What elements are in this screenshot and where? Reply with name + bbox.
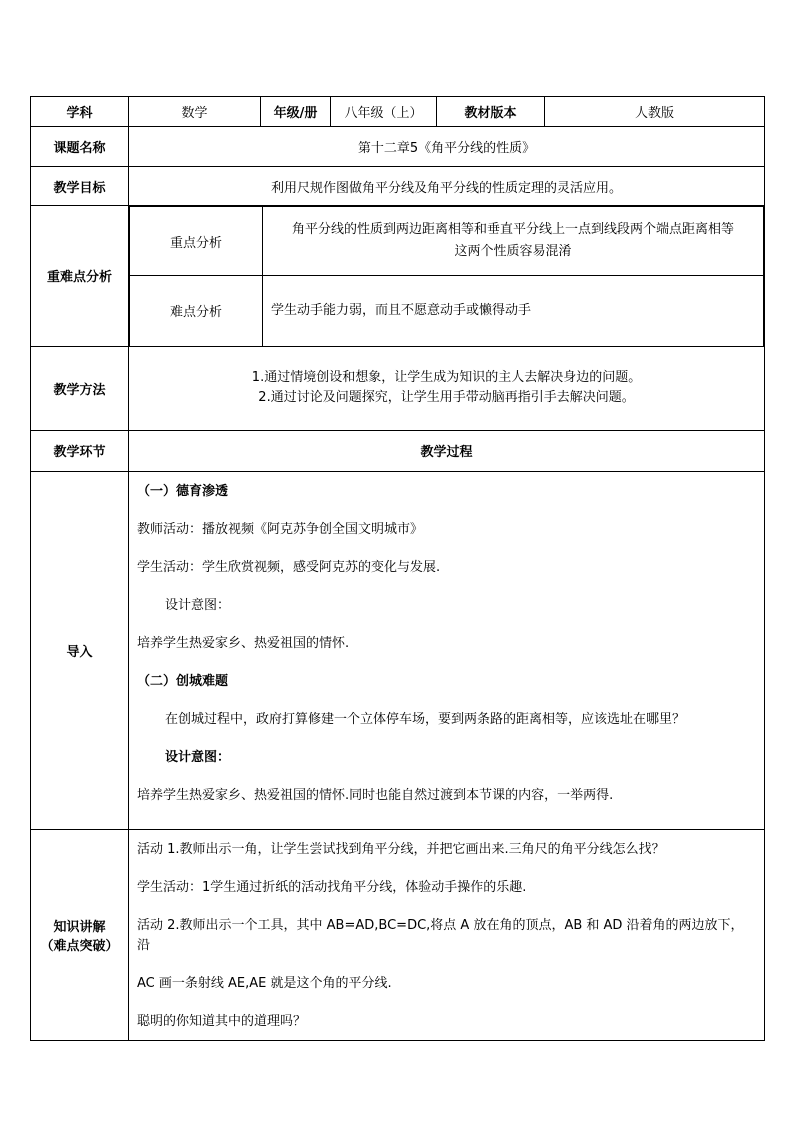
knowledge-label-line-2: （难点突破）: [40, 938, 119, 954]
intro-row: [31, 471, 765, 829]
intro-design-intent-label-2: 设计意图：: [165, 749, 231, 765]
intro-design-intent-1: 培养学生热爱家乡、热爱祖国的情怀.: [137, 635, 350, 651]
method-line-1: 1.通过情境创设和想象，让学生成为知识的主人去解决身边的问题。: [251, 370, 642, 385]
edition-label: 教材版本: [437, 97, 545, 127]
edition-value: 人教版: [545, 97, 765, 127]
lesson-label: 课题名称: [31, 127, 129, 167]
knowledge-label: [31, 829, 129, 1040]
lesson-plan-table: [30, 96, 765, 1041]
goal-value: 利用尺规作图做角平分线及角平分线的性质定理的灵活应用。: [129, 167, 765, 206]
key-point-text: [263, 207, 764, 276]
analysis-row: [31, 206, 765, 347]
intro-content: [129, 471, 765, 829]
difficulty-label: 难点分析: [130, 276, 263, 346]
key-point-label: 重点分析: [130, 207, 263, 276]
grade-label: 年级/册: [261, 97, 331, 127]
goal-label: 教学目标: [31, 167, 129, 206]
subject-label: 学科: [31, 97, 129, 127]
analysis-subtable: [129, 206, 764, 346]
intro-label: 导入: [31, 471, 129, 829]
knowledge-student-activity: 学生活动：1学生通过折纸的活动找角平分线，体验动手操作的乐趣.: [137, 879, 527, 895]
method-line-2: 2.通过讨论及问题探究，让学生用手带动脑再指引手去解决问题。: [258, 390, 635, 405]
stage-header: 教学环节: [31, 430, 129, 471]
method-label: 教学方法: [31, 346, 129, 430]
process-header: 教学过程: [129, 430, 765, 471]
intro-city-question: 在创城过程中，政府打算修建一个立体停车场，要到两条路的距离相等，应该选址在哪里？: [165, 711, 686, 727]
header-row: [31, 97, 765, 127]
analysis-cell: [129, 206, 765, 347]
key-point-line-1: 角平分线的性质到两边距离相等和垂直平分线上一点到线段两个端点距离相等: [291, 222, 734, 237]
knowledge-activity-2-line-2: AC 画一条射线 AE,AE 就是这个角的平分线.: [137, 975, 392, 991]
knowledge-content: [129, 829, 765, 1040]
lesson-row: [31, 127, 765, 167]
grade-value: 八年级（上）: [331, 97, 437, 127]
lesson-title: 第十二章5《角平分线的性质》: [129, 127, 765, 167]
process-header-row: [31, 430, 765, 471]
intro-design-intent-2: 培养学生热爱家乡、热爱祖国的情怀.同时也能自然过渡到本节课的内容，一举两得.: [137, 787, 614, 803]
method-text: [129, 346, 765, 430]
analysis-label: 重难点分析: [31, 206, 129, 347]
intro-section-2-title: （二）创城难题: [137, 673, 229, 689]
knowledge-activity-2-line-1: 活动 2.教师出示一个工具，其中 AB=AD,BC=DC,将点 A 放在角的顶点，AB 和 AD 沿着角的两边放下，沿: [137, 917, 744, 953]
intro-teacher-activity: 教师活动：播放视频《阿克苏争创全国文明城市》: [137, 521, 424, 537]
intro-design-intent-label-1: 设计意图：: [165, 597, 231, 613]
intro-student-activity: 学生活动：学生欣赏视频，感受阿克苏的变化与发展.: [137, 559, 441, 575]
method-row: [31, 346, 765, 430]
knowledge-row: [31, 829, 765, 1040]
knowledge-question: 聪明的你知道其中的道理吗？: [137, 1013, 307, 1029]
goal-row: [31, 167, 765, 206]
knowledge-activity-1: 活动 1.教师出示一角，让学生尝试找到角平分线，并把它画出来.三角尺的角平分线怎么找？: [137, 841, 665, 857]
knowledge-label-line-1: 知识讲解: [53, 919, 106, 935]
difficulty-text: 学生动手能力弱，而且不愿意动手或懒得动手: [263, 276, 764, 346]
intro-section-1-title: （一）德育渗透: [137, 483, 229, 499]
subject-value: 数学: [129, 97, 261, 127]
lesson-plan-sheet: [30, 96, 764, 1041]
key-point-line-2: 这两个性质容易混淆: [454, 244, 572, 259]
